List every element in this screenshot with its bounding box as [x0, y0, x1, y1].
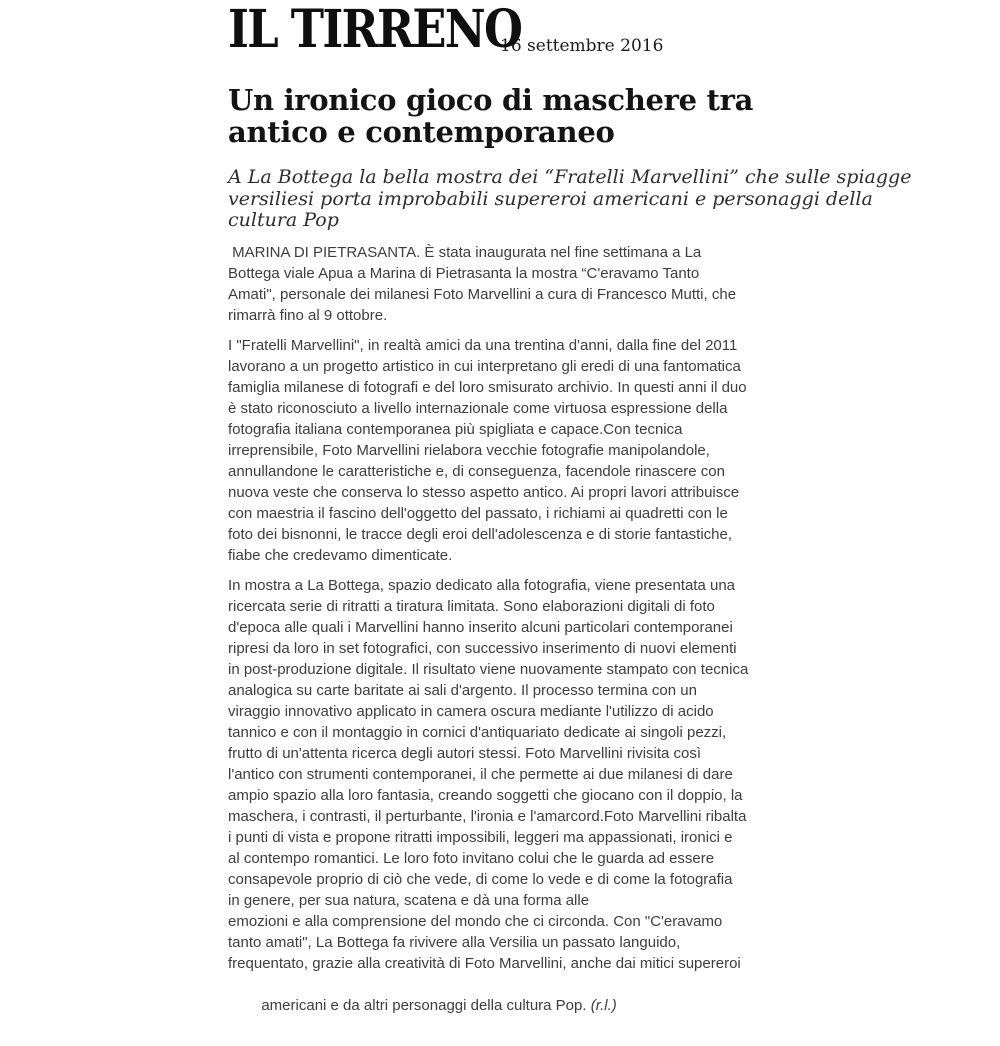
text-line: è stato riconosciuto a livello internazionale come virtuosa espressione della: [228, 399, 728, 417]
text-line: ampio spazio alla loro fantasia, creando soggetti che giocano con il doppio, la: [228, 786, 743, 804]
paragraph-lines: [228, 335, 813, 566]
text-line: A La Bottega la bella mostra dei “Fratelli Marvellini” che sulle spiagge: [228, 166, 912, 189]
text-line: emozioni e alla comprensione del mondo che ci circonda. Con "C'eravamo: [228, 912, 723, 930]
article-headline: [228, 84, 813, 148]
text-line: Bottega viale Apua a Marina di Pietrasanta la mostra “C'eravamo Tanto: [228, 264, 700, 282]
text-line: nuova veste che conserva lo stesso aspetto antico. Ai propri lavori attribuisce: [228, 483, 740, 501]
text-line: l'antico con strumenti contemporanei, il che permette ai due milanesi di dare: [228, 765, 733, 783]
text-line: cultura Pop: [228, 209, 339, 232]
text-line: In mostra a La Bottega, spazio dedicato alla fotografia, viene presentata una: [228, 576, 735, 594]
text-line: irreprensibile, Foto Marvellini rielabora vecchie fotografie manipolandole,: [228, 441, 710, 459]
text-line: versiliesi porta improbabili supereroi americani e personaggi della: [228, 187, 873, 210]
text-line: frequentato, grazie alla creatività di Foto Marvellini, anche dai mitici supereroi: [228, 954, 741, 972]
text-line: I "Fratelli Marvellini", in realtà amici da una trentina d'anni, dalla fine del 2011: [228, 336, 738, 354]
author-signature: (r.l.): [590, 996, 617, 1014]
text-line: famiglia milanese di fotografi e del loro smisurato archivio. In questi anni il duo: [228, 378, 747, 396]
text-line: rimarrà fino al 9 ottobre.: [228, 306, 388, 324]
text-line: foto dei bisnonni, le tracce degli eroi dell'adolescenza e di storie fantastiche,: [228, 525, 733, 543]
text-line: viraggio innovativo applicato in camera oscura mediante l'utilizzo di acido: [228, 702, 714, 720]
text-line: tanto amati", La Bottega fa rivivere alla Versilia un passato languido,: [228, 933, 681, 951]
text-line: ripresi da loro in set fotografici, con successivo inserimento di nuovi elementi: [228, 639, 737, 657]
text-line: fiabe che credevamo dimenticate.: [228, 546, 453, 564]
paragraph-last-line: [228, 974, 813, 1037]
paragraph-lines: [228, 242, 813, 326]
text-line: Un ironico gioco di maschere tra: [228, 83, 754, 117]
text-line: al contempo romantici. Le loro foto invitano colui che le guarda ad essere: [228, 849, 715, 867]
text-line: frutto di un'attenta ricerca degli autori stessi. Foto Marvellini rivisita così: [228, 744, 702, 762]
masthead-logo: IL TIRRENO: [228, 0, 522, 60]
body-paragraph-2: [228, 335, 813, 566]
text-line: lavorano a un progetto artistico in cui interpretano gli eredi di una fantomatica: [228, 357, 741, 375]
text-line: MARINA DI PIETRASANTA. È stata inaugurata nel fine settimana a La: [228, 243, 702, 261]
text-line: antico e contemporaneo: [228, 115, 615, 149]
article-subhead: [228, 166, 912, 232]
article-body: [228, 242, 813, 1037]
text-line: in post-produzione digitale. Il risultato viene nuovamente stampato con tecnica: [228, 660, 749, 678]
last-line-text: americani e da altri personaggi della cultura Pop.: [261, 996, 591, 1014]
masthead-logo-wrap: [228, 0, 522, 60]
masthead-date: 16 settembre 2016: [500, 36, 664, 56]
text-line: consapevole proprio di ciò che vede, di come lo vede e di come la fotografia: [228, 870, 733, 888]
text-line: Amati", personale dei milanesi Foto Marvellini a cura di Francesco Mutti, che: [228, 285, 737, 303]
text-line: ricercata serie di ritratti a tiratura limitata. Sono elaborazioni digitali di foto: [228, 597, 715, 615]
text-line: annullandone le caratteristiche e, di conseguenza, facendole rinascere con: [228, 462, 725, 480]
text-line: in genere, per sua natura, scatena e dà una forma alle: [228, 891, 590, 909]
text-line: analogica su carte baritate ai sali d'argento. Il processo termina con un: [228, 681, 697, 699]
body-paragraph-3: [228, 575, 813, 1037]
article-page: [228, 0, 912, 1046]
text-line: con maestria il fascino dell'oggetto del passato, i richiami ai quadretti con le: [228, 504, 728, 522]
masthead: [228, 0, 813, 60]
paragraph-lines: [228, 575, 813, 974]
text-line: d'epoca alle quali i Marvellini hanno inserito alcuni particolari contemporanei: [228, 618, 733, 636]
text-line: maschera, i contrasti, il perturbante, l'ironia e l'amarcord.Foto Marvellini ribalta: [228, 807, 747, 825]
text-line: fotografia italiana contemporanea più spigliata e capace.Con tecnica: [228, 420, 683, 438]
text-line: tannico e con il montaggio in cornici d'antiquariato dedicate ai singoli pezzi,: [228, 723, 727, 741]
text-line: i punti di vista e propone ritratti impossibili, leggeri ma appassionati, ironici e: [228, 828, 733, 846]
body-paragraph-1: [228, 242, 813, 326]
